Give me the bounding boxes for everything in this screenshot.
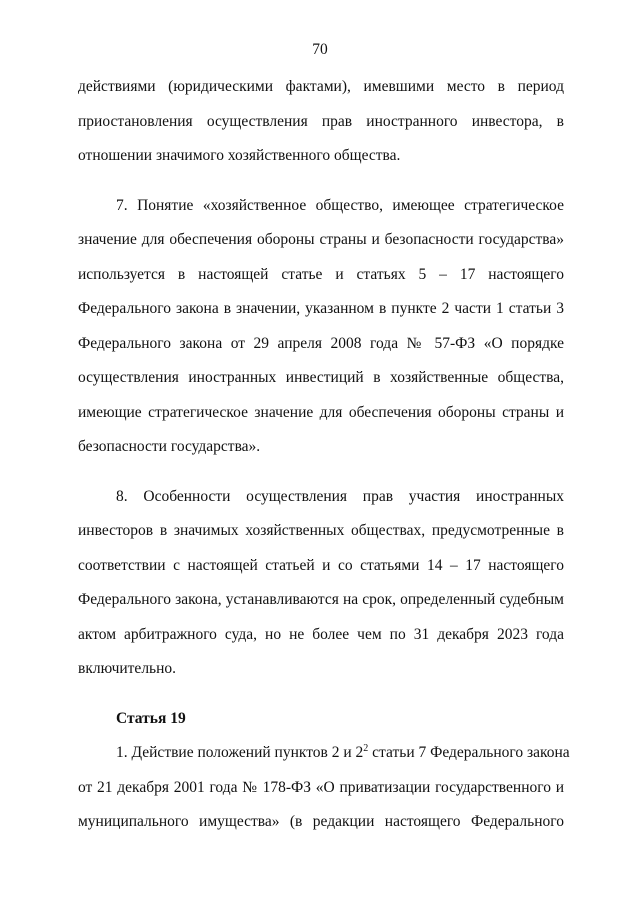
article-19-paragraph-1 bbox=[78, 736, 570, 840]
text-line: 8. Особенности осуществления прав участия иностранных bbox=[116, 487, 564, 505]
paragraph-7 bbox=[78, 189, 564, 465]
text-fragment: 1. Действие положений пунктов 2 и 2 bbox=[116, 744, 364, 761]
text-line: актом арбитражного суда, но не более чем по 31 декабря 2023 года bbox=[78, 625, 564, 643]
text-line bbox=[78, 736, 570, 771]
text-line: Федерального закона от 29 апреля 2008 года № 57-ФЗ «О порядке bbox=[78, 334, 564, 352]
paragraph-continuation bbox=[78, 70, 564, 174]
text-line: Федерального закона, устанавливаются на срок, определенный судебным bbox=[78, 591, 564, 608]
text-line: муниципального имущества» (в редакции настоящего Федерального bbox=[78, 813, 564, 830]
text-fragment: статьи 7 Федерального закона bbox=[368, 744, 570, 761]
page-number: 70 bbox=[312, 41, 328, 58]
text-line: включительно. bbox=[78, 660, 177, 677]
text-line: от 21 декабря 2001 года № 178-ФЗ «О приватизации государственного и bbox=[78, 778, 564, 796]
text-line: безопасности государства». bbox=[78, 438, 261, 455]
paragraph-8 bbox=[78, 480, 564, 687]
text-line: 7. Понятие «хозяйственное общество, имеющее стратегическое bbox=[116, 196, 564, 214]
text-line: значение для обеспечения обороны страны и безопасности государства» bbox=[78, 231, 564, 248]
document-body bbox=[78, 70, 570, 840]
text-line: используется в настоящей статье и статьях 5 – 17 настоящего bbox=[78, 265, 564, 283]
text-line: приостановления осуществления прав иностранного инвестора, в bbox=[78, 112, 564, 130]
text-line: действиями (юридическими фактами), имевшими место в период bbox=[78, 78, 564, 95]
article-heading: Статья 19 bbox=[116, 709, 186, 727]
text-line: имеющие стратегическое значение для обеспечения обороны страны и bbox=[78, 403, 564, 421]
text-line: Федерального закона в значении, указанном в пункте 2 части 1 статьи 3 bbox=[78, 300, 564, 317]
text-line: отношении значимого хозяйственного общества. bbox=[78, 147, 401, 164]
text-line: соответствии с настоящей статьей и со статьями 14 – 17 настоящего bbox=[78, 556, 564, 574]
text-line: инвесторов в значимых хозяйственных обществах, предусмотренные в bbox=[78, 522, 564, 539]
text-line: осуществления иностранных инвестиций в хозяйственные общества, bbox=[78, 369, 564, 386]
superscript: 2 bbox=[363, 742, 369, 754]
